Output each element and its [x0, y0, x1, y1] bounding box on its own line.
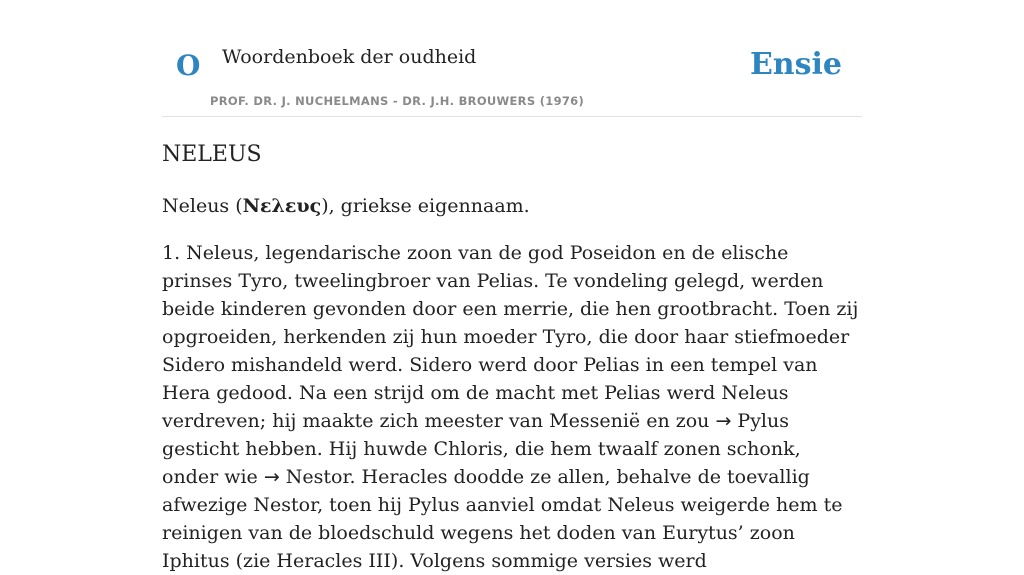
- body-text-part1: 1. Neleus, legendarische zoon van de god Poseidon en de elische prinses Tyro, tweelingbroer van Pelias. Te vondeling gelegd, werden beide kinderen gevonden door een merrie, die hen grootbracht. Toen zij opgroeiden, herkenden zij hun moeder Tyro, die door haar stiefmoeder Sidero mishandeld werd. Sidero werd door Pelias in een tempel van Hera gedood. Na een strijd om de macht met Pelias werd Neleus verdreven; hij maakte zich meester van Messenië en zou: [162, 242, 859, 432]
- page: [162, 0, 862, 572]
- ensie-logo[interactable]: Ensie: [749, 47, 842, 82]
- greek-name: Νελευς: [242, 195, 322, 217]
- book-title-link[interactable]: Woordenboek der oudheid: [222, 46, 477, 68]
- arrow-right-icon: →: [715, 410, 732, 432]
- body-link-nestor[interactable]: Nestor. Heracles doodde ze allen, behalve de toevallig afwezige Nestor, toen hij Pylus aanviel omdat Neleus weigerde hem te reinigen van de bloedschuld wegens het doden van Eurytus’ zoon Iphitus (zie Heracles III). Volgens sommige versies werd: [162, 466, 843, 572]
- entry-title: NELEUS: [162, 142, 262, 167]
- book-logo[interactable]: O: [176, 49, 201, 82]
- intro-text-after: ), griekse eigennaam.: [321, 195, 530, 217]
- entry-body: [162, 239, 862, 575]
- body-link-pylus[interactable]: Pylus gesticht hebben. Hij huwde Chloris, die hem twaalf zonen schonk, onder wie: [162, 410, 801, 488]
- header: [162, 0, 862, 117]
- arrow-right-icon: →: [263, 466, 280, 488]
- entry-intro: [162, 192, 862, 220]
- intro-text-before: Neleus (: [162, 195, 243, 217]
- book-authors: PROF. DR. J. NUCHELMANS - DR. J.H. BROUWERS (1976): [210, 94, 585, 108]
